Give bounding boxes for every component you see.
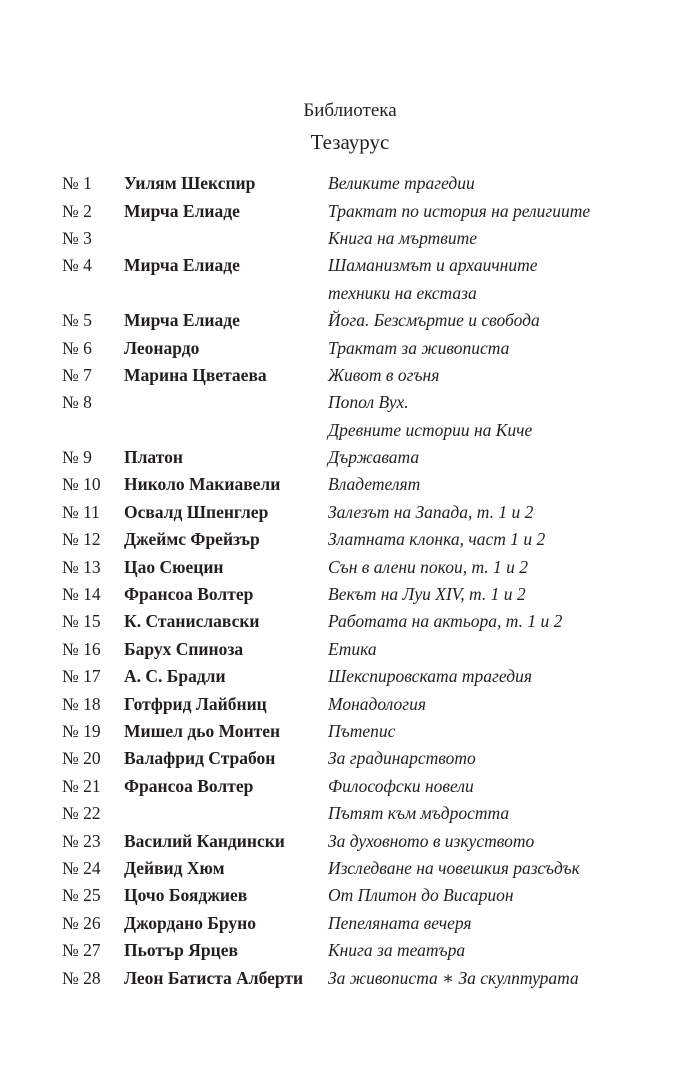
book-title: Монадология bbox=[328, 693, 426, 714]
book-entry-line bbox=[62, 499, 662, 526]
book-title: Трактат за живописта bbox=[328, 337, 510, 358]
book-title: Етика bbox=[328, 638, 377, 659]
book-number: № 8 bbox=[62, 392, 92, 413]
book-entry-line bbox=[62, 773, 662, 800]
book-entry-line bbox=[62, 307, 662, 334]
book-author: А. С. Брадли bbox=[124, 666, 226, 687]
book-entry-line bbox=[62, 636, 662, 663]
book-entry-line bbox=[62, 690, 662, 717]
book-number: № 27 bbox=[62, 940, 101, 961]
book-author: Цао Сюецин bbox=[124, 556, 224, 577]
book-author: К. Станиславски bbox=[124, 611, 260, 632]
book-entry bbox=[62, 499, 662, 526]
book-entry bbox=[62, 170, 662, 197]
book-title: Великите трагедии bbox=[328, 173, 475, 194]
book-title: Залезът на Запада, т. 1 и 2 bbox=[328, 501, 534, 522]
book-entry bbox=[62, 827, 662, 854]
book-number: № 23 bbox=[62, 830, 101, 851]
book-entry bbox=[62, 553, 662, 580]
book-entry bbox=[62, 663, 662, 690]
book-title: Трактат по история на религиите bbox=[328, 200, 591, 221]
book-entry bbox=[62, 800, 662, 827]
book-entry bbox=[62, 636, 662, 663]
book-number: № 10 bbox=[62, 474, 101, 495]
book-title: Шекспировската трагедия bbox=[328, 666, 532, 687]
book-author: Мишел дьо Монтен bbox=[124, 721, 281, 741]
book-author: Освалд Шпенглер bbox=[124, 501, 269, 522]
book-number: № 18 bbox=[62, 693, 101, 714]
book-title: Владетелят bbox=[328, 474, 421, 495]
book-title: Попол Вух. bbox=[328, 392, 409, 413]
book-author: Николо Макиавели bbox=[124, 474, 281, 495]
book-entry bbox=[62, 471, 662, 498]
book-entry-line bbox=[62, 280, 662, 307]
book-title: Философски новели bbox=[328, 775, 474, 796]
book-number: № 1 bbox=[62, 173, 92, 194]
book-number: № 25 bbox=[62, 885, 101, 906]
book-entry bbox=[62, 389, 662, 444]
book-entry bbox=[62, 581, 662, 608]
book-title: Шаманизмът и архаичните bbox=[328, 255, 538, 276]
book-list bbox=[62, 170, 662, 992]
book-title: За духовното в изкуството bbox=[328, 830, 535, 851]
book-entry bbox=[62, 362, 662, 389]
book-entry bbox=[62, 882, 662, 909]
series-label: Библиотека bbox=[303, 100, 397, 121]
book-author: Цочо Бояджиев bbox=[124, 885, 248, 906]
book-number: № 7 bbox=[62, 364, 92, 385]
book-entry-line bbox=[62, 553, 662, 580]
book-entry bbox=[62, 855, 662, 882]
book-author: Готфрид Лайбниц bbox=[124, 693, 267, 714]
book-entry bbox=[62, 910, 662, 937]
book-author: Франсоа Волтер bbox=[124, 775, 254, 796]
book-entry-line bbox=[62, 389, 662, 416]
book-entry bbox=[62, 526, 662, 553]
series-name: Тезаурус bbox=[310, 130, 390, 154]
book-number: № 9 bbox=[62, 447, 92, 468]
book-entry-line bbox=[62, 362, 662, 389]
book-entry-line bbox=[62, 827, 662, 854]
book-number: № 5 bbox=[62, 310, 92, 331]
book-number: № 14 bbox=[62, 584, 101, 605]
book-number: № 17 bbox=[62, 666, 101, 687]
book-entry bbox=[62, 718, 662, 745]
book-entry-line bbox=[62, 334, 662, 361]
book-entry-line bbox=[62, 910, 662, 937]
book-number: № 13 bbox=[62, 556, 101, 577]
book-title: От Плитон до Висарион bbox=[328, 885, 514, 906]
book-title: Пътепис bbox=[328, 721, 396, 741]
book-number: № 21 bbox=[62, 775, 101, 796]
book-number: № 4 bbox=[62, 255, 92, 276]
book-title: Изследване на човешкия разсъдък bbox=[328, 857, 580, 878]
book-author: Леонардо bbox=[124, 337, 200, 358]
book-entry bbox=[62, 937, 662, 964]
book-author: Мирча Елиаде bbox=[124, 255, 240, 276]
book-author: Василий Кандински bbox=[124, 830, 285, 851]
book-number: № 2 bbox=[62, 200, 92, 221]
book-entry-line bbox=[62, 197, 662, 224]
book-number: № 3 bbox=[62, 227, 92, 248]
book-entry-line bbox=[62, 745, 662, 772]
book-entry-line bbox=[62, 718, 662, 745]
book-author: Валафрид Страбон bbox=[124, 748, 276, 769]
book-author: Пьотър Ярцев bbox=[124, 940, 238, 961]
book-author: Леон Батиста Алберти bbox=[124, 967, 304, 988]
book-entry bbox=[62, 225, 662, 252]
book-title: За градинарството bbox=[328, 748, 476, 769]
book-title: Пътят към мъдростта bbox=[328, 803, 510, 824]
book-entry bbox=[62, 608, 662, 635]
book-entry-line bbox=[62, 608, 662, 635]
book-title: Йога. Безсмъртие и свобода bbox=[328, 310, 540, 331]
book-title: Векът на Луи XIV, т. 1 и 2 bbox=[328, 584, 526, 605]
book-entry-line bbox=[62, 964, 662, 991]
book-entry bbox=[62, 307, 662, 334]
book-number: № 26 bbox=[62, 912, 101, 933]
book-entry-line bbox=[62, 252, 662, 279]
book-number: № 20 bbox=[62, 748, 101, 769]
book-entry-line bbox=[62, 882, 662, 909]
book-entry-line bbox=[62, 581, 662, 608]
book-number: № 22 bbox=[62, 803, 101, 824]
book-entry bbox=[62, 334, 662, 361]
book-entry-line bbox=[62, 444, 662, 471]
book-author: Мирча Елиаде bbox=[124, 200, 240, 221]
book-author: Мирча Елиаде bbox=[124, 310, 240, 331]
book-entry-line bbox=[62, 855, 662, 882]
book-title: Живот в огъня bbox=[328, 364, 440, 385]
book-author: Джеймс Фрейзър bbox=[124, 529, 260, 550]
book-title: Сън в алени покои, т. 1 и 2 bbox=[328, 556, 529, 577]
book-entry bbox=[62, 964, 662, 991]
book-title: Книга за театъра bbox=[328, 940, 466, 961]
book-entry bbox=[62, 773, 662, 800]
book-entry-line bbox=[62, 800, 662, 827]
book-title: Държавата bbox=[328, 447, 420, 468]
book-number: № 12 bbox=[62, 529, 101, 550]
book-number: № 19 bbox=[62, 721, 101, 741]
book-author: Франсоа Волтер bbox=[124, 584, 254, 605]
book-number: № 11 bbox=[62, 501, 100, 522]
book-author: Барух Спиноза bbox=[124, 638, 244, 659]
book-title: Работата на актьора, т. 1 и 2 bbox=[328, 611, 563, 632]
book-number: № 16 bbox=[62, 638, 101, 659]
book-title: Древните истории на Киче bbox=[328, 419, 533, 440]
book-number: № 15 bbox=[62, 611, 101, 632]
book-entry-line bbox=[62, 663, 662, 690]
book-entry bbox=[62, 252, 662, 307]
book-number: № 24 bbox=[62, 857, 101, 878]
book-author: Платон bbox=[124, 447, 183, 468]
book-number: № 28 bbox=[62, 967, 101, 988]
book-entry-line bbox=[62, 170, 662, 197]
book-title: Пепеляната вечеря bbox=[328, 912, 472, 933]
book-author: Джордано Бруно bbox=[124, 912, 257, 933]
book-title: Златната клонка, част 1 и 2 bbox=[328, 529, 546, 550]
book-title: За живописта ∗ За скулптурата bbox=[328, 967, 579, 988]
book-entry-line bbox=[62, 471, 662, 498]
book-author: Марина Цветаева bbox=[124, 364, 267, 385]
book-entry-line bbox=[62, 225, 662, 252]
book-title: техники на екстаза bbox=[328, 282, 477, 303]
book-entry bbox=[62, 197, 662, 224]
book-author: Уилям Шекспир bbox=[124, 173, 256, 194]
book-entry-line bbox=[62, 937, 662, 964]
book-number: № 6 bbox=[62, 337, 92, 358]
book-entry bbox=[62, 690, 662, 717]
book-entry-line bbox=[62, 526, 662, 553]
book-entry-line bbox=[62, 417, 662, 444]
book-author: Дейвид Хюм bbox=[124, 857, 225, 878]
book-entry bbox=[62, 444, 662, 471]
book-title: Книга на мъртвите bbox=[328, 227, 477, 248]
book-entry bbox=[62, 745, 662, 772]
